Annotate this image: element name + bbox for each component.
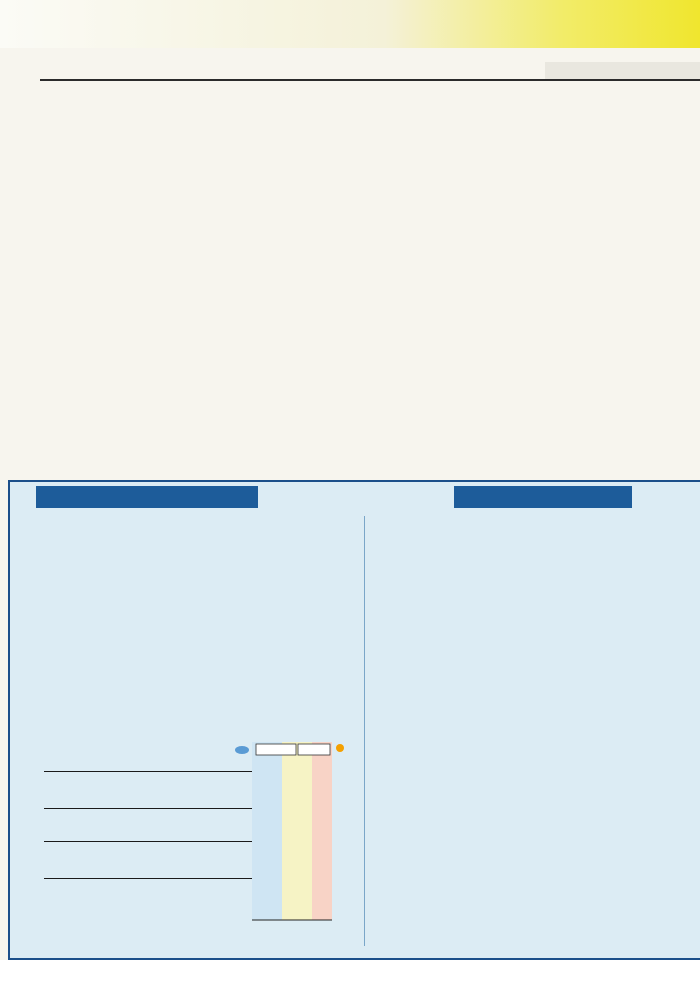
work-with-map-heading bbox=[454, 486, 632, 508]
top-decor-band bbox=[0, 0, 700, 48]
mean-temp-box bbox=[298, 744, 330, 755]
sun-icon bbox=[336, 744, 344, 752]
leader-line bbox=[44, 841, 254, 842]
leader-line bbox=[44, 771, 254, 772]
climatogram bbox=[232, 742, 352, 950]
mid-band bbox=[282, 742, 312, 920]
right-band bbox=[312, 742, 332, 920]
annual-precip-box bbox=[256, 744, 296, 755]
leader-line bbox=[44, 878, 254, 879]
leader-line bbox=[44, 808, 254, 809]
footer-banner bbox=[0, 960, 700, 1001]
map-reading-box bbox=[8, 480, 700, 960]
column-divider bbox=[364, 516, 365, 946]
left-band bbox=[252, 742, 282, 920]
header-rule bbox=[40, 79, 700, 81]
how-to-read-map-heading bbox=[36, 486, 258, 508]
cloud-icon bbox=[235, 746, 249, 754]
